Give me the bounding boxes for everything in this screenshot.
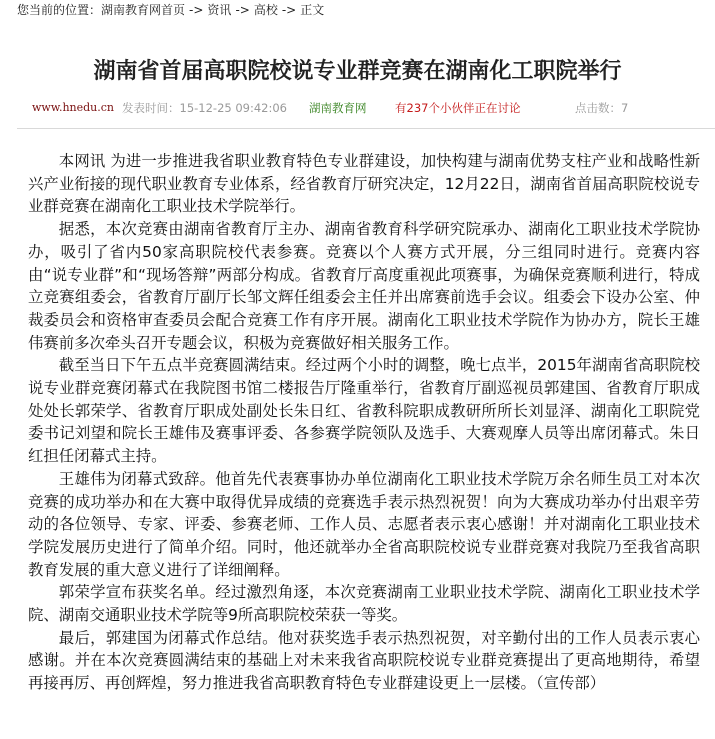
click-count: 点击数：7 — [575, 101, 629, 115]
breadcrumb-separator: -> — [235, 3, 250, 17]
article-paragraph: 最后，郭建国为闭幕式作总结。他对获奖选手表示热烈祝贺，对辛勤付出的工作人员表示衷心感谢。并在本次竞赛圆满结束的基础上对未来我省高职院校说专业群竞赛提出了更高地期待，希望再接再厉、再创辉煌，努力推进我省高职教育特色专业群建设更上一层楼。（宣传部） — [28, 628, 700, 693]
breadcrumb-separator: -> — [189, 3, 204, 17]
breadcrumb-news-link[interactable]: 资讯 — [207, 3, 232, 17]
breadcrumb-separator: -> — [281, 3, 297, 17]
article-paragraph: 据悉，本次竞赛由湖南省教育厅主办、湖南省教育科学研究院承办、湖南化工职业技术学院协办，吸引了省内50家高职院校代表参赛。竞赛以个人赛方式开展，分三组同时进行。竞赛内容由“说专业群”和“现场答辩”两部分构成。省教育厅高度重视此项赛事，为确保竞赛顺利进行，特成立竞赛组委会，省教育厅副厅长邹文辉任组委会主任并出席赛前选手会议。组委会下设办公室、仲裁委员会和资格审查委员会配合竞赛工作有序开展。湖南化工职业技术学院作为协办方，院长王雄伟赛前多次牵头召开专题会议，积极为竞赛做好相关服务工作。 — [28, 220, 700, 352]
publish-time: 发表时间：15-12-25 09:42:06 — [122, 101, 288, 115]
article-paragraph: 王雄伟为闭幕式致辞。他首先代表赛事协办单位湖南化工职业技术学院万余名师生员工对本次竞赛的成功举办和在大赛中取得优异成绩的竞赛选手表示热烈祝贺！向为大赛成功举办付出艰辛劳动的各位领导、专家、评委、参赛老师、工作人员、志愿者表示衷心感谢！并对湖南化工职业技术学院发展历史进行了简单介绍。同时，他还就举办全省高职院校说专业群竞赛对我院乃至我省高职教育发展的重大意义进行了详细阐释。 — [28, 469, 700, 579]
breadcrumb-home-link[interactable]: 湖南教育网首页 — [101, 3, 186, 17]
divider — [17, 128, 715, 129]
article-title: 湖南省首届高职院校说专业群竞赛在湖南化工职院举行 — [93, 58, 622, 84]
breadcrumb-current: 正文 — [300, 3, 325, 17]
article-paragraph: 本网讯 为进一步推进我省职业教育特色专业群建设，加快构建与湖南优势支柱产业和战略性新兴产业衔接的现代职业教育专业体系，经省教育厅研究决定，12月22日，湖南省首届高职院校说专业群竞赛在湖南化工职业技术学院举行。 — [28, 152, 700, 216]
discussion-link[interactable]: 有237个小伙伴正在讨论 — [395, 101, 521, 115]
article-paragraph: 截至当日下午五点半竞赛圆满结束。经过两个小时的调整，晚七点半，2015年湖南省高职院校说专业群竞赛闭幕式在我院图书馆二楼报告厅隆重举行，省教育厅副巡视员郭建国、省教育厅职成处处长郭荣学、省教育厅职成处副处长朱日红、省教科院职成教研所所长刘显泽、湖南化工职院党委书记刘望和院长王雄伟及赛事评委、各参赛学院领队及选手、大赛观摩人员等出席闭幕式。朱日红担任闭幕式主持。 — [28, 356, 700, 466]
article-meta — [0, 100, 715, 120]
breadcrumb — [17, 2, 324, 18]
site-url[interactable]: www.hnedu.cn — [32, 101, 114, 114]
breadcrumb-college-link[interactable]: 高校 — [253, 3, 278, 17]
article-paragraph: 郭荣学宣布获奖名单。经过激烈角逐，本次竞赛湖南工业职业技术学院、湖南化工职业技术学院、湖南交通职业技术学院等9所高职院校荣获一等奖。 — [28, 583, 700, 625]
breadcrumb-prefix: 您当前的位置： — [17, 3, 102, 17]
article-body — [28, 150, 700, 695]
source-link[interactable]: 湖南教育网 — [309, 101, 367, 115]
